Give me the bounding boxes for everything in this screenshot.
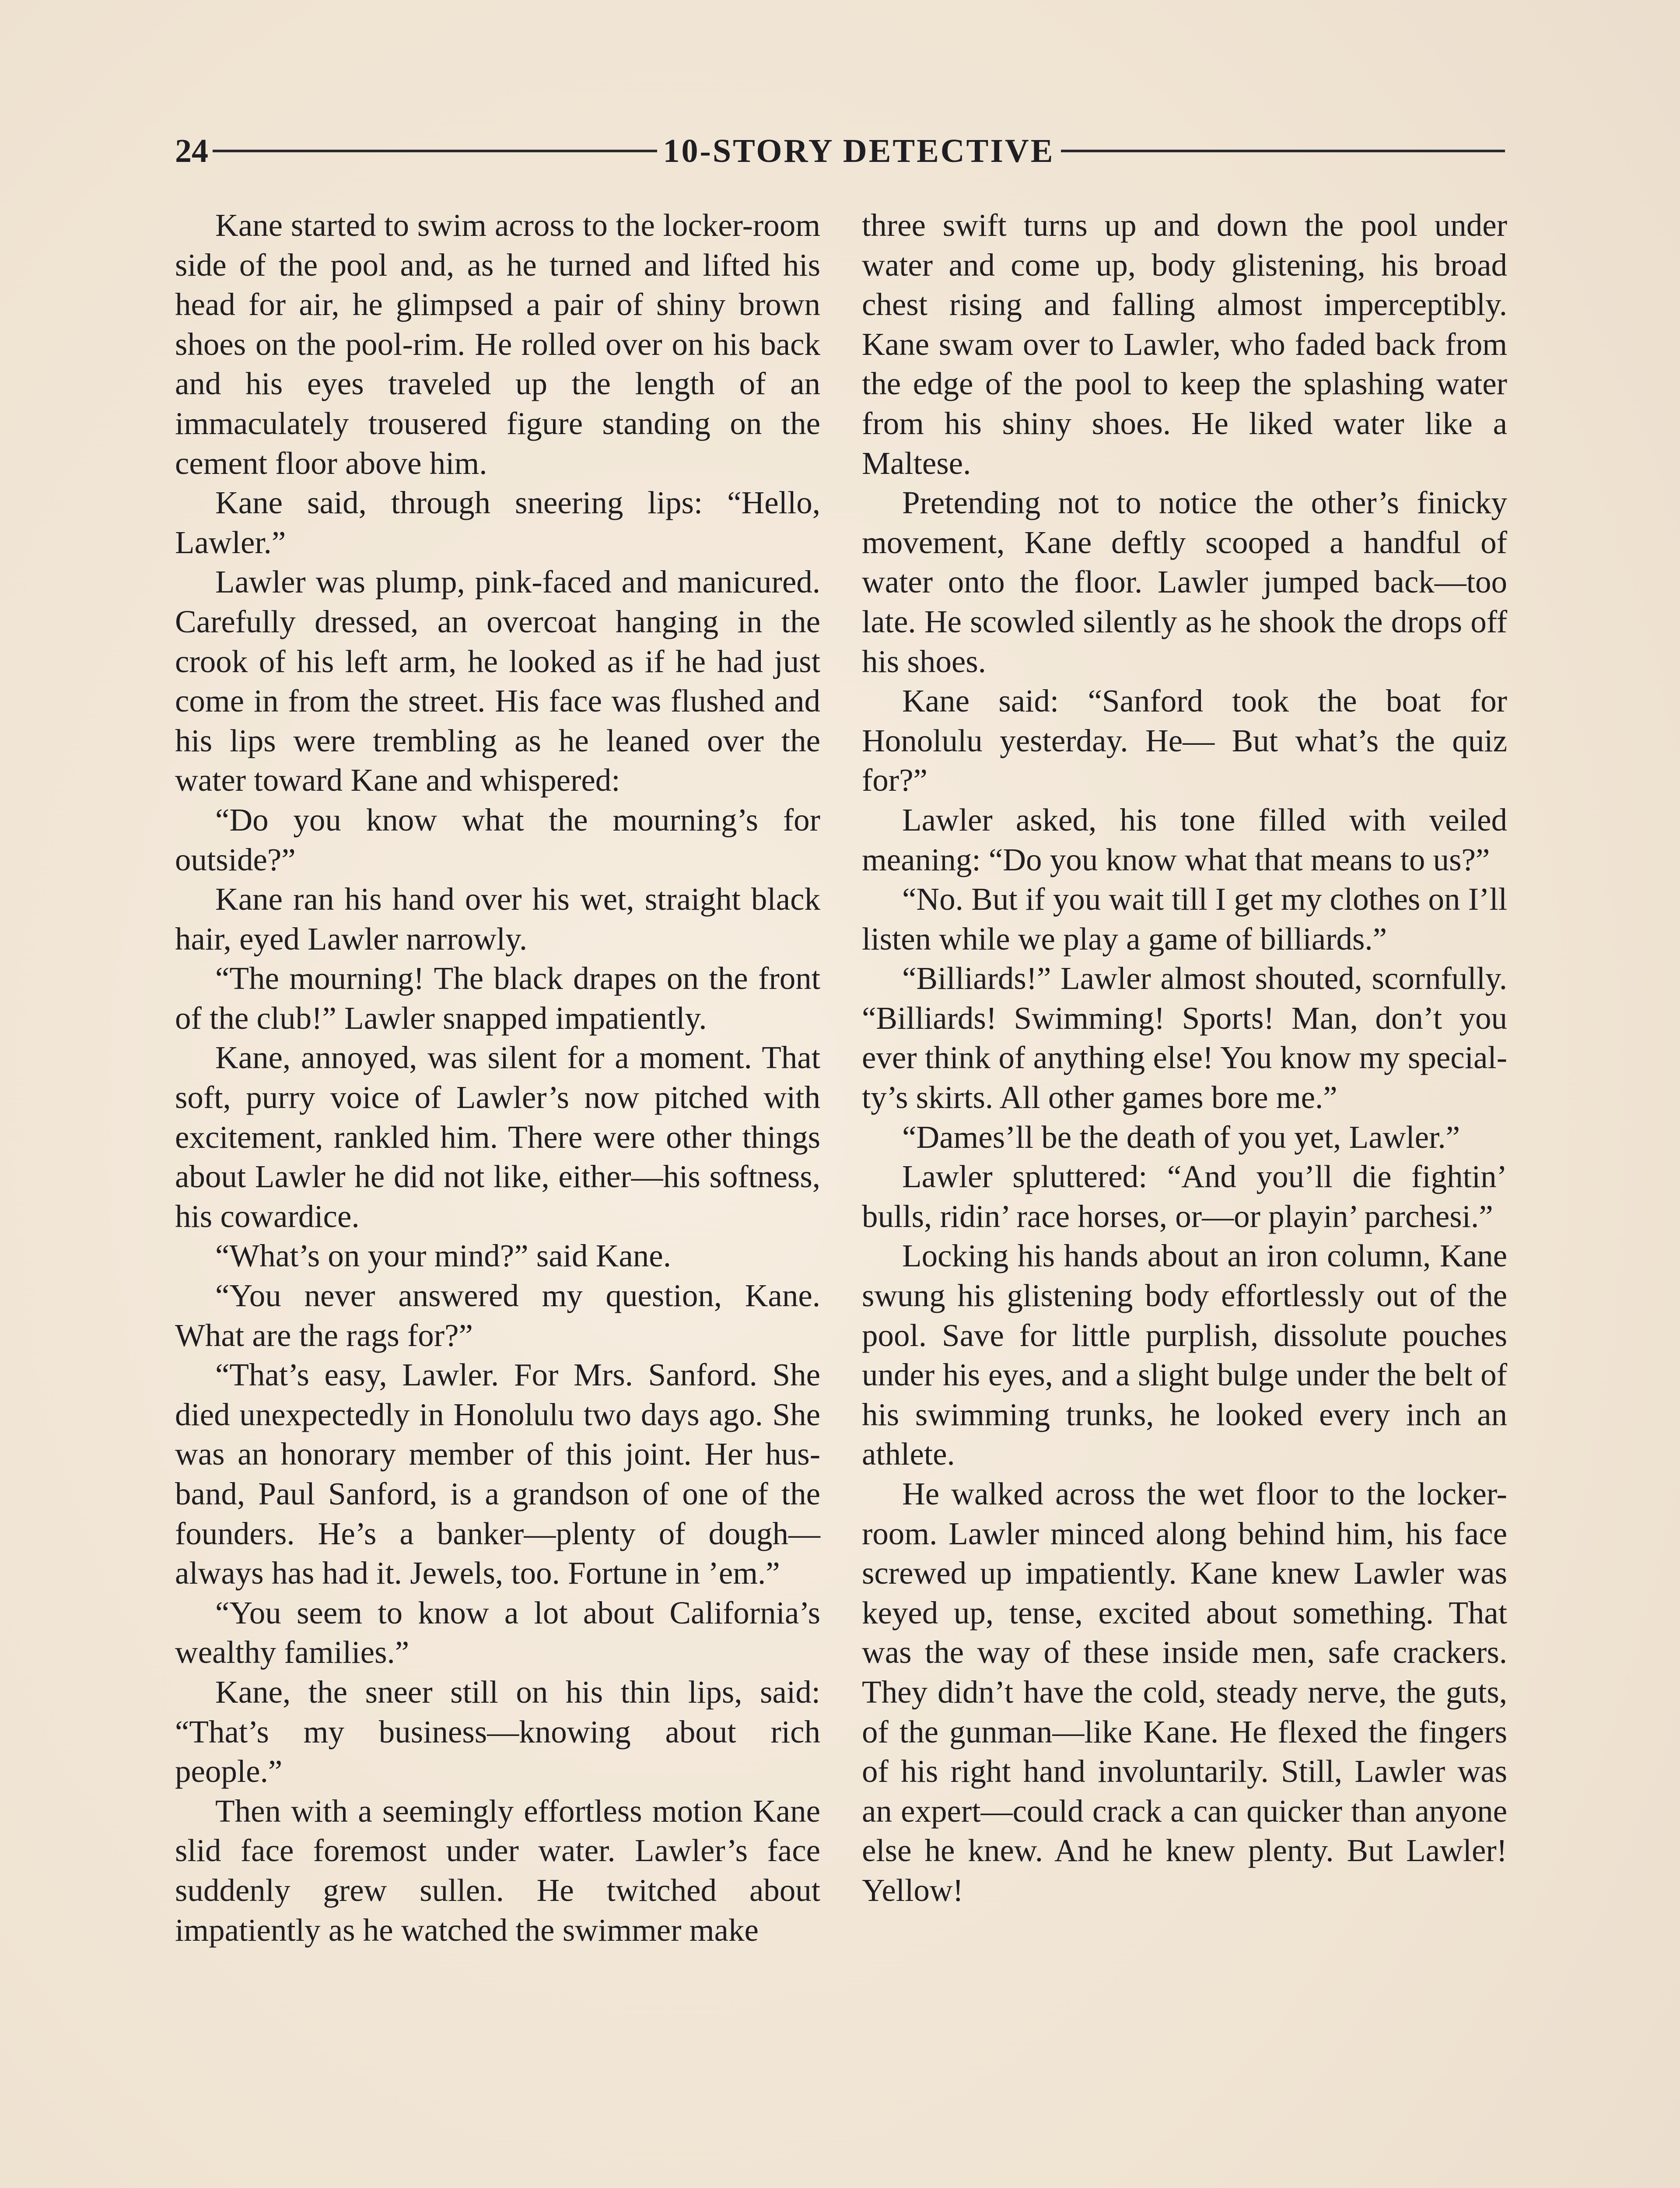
paragraph: “What’s on your mind?” said Kane.: [215, 1238, 671, 1274]
paragraph: “No. But if you wait till I get my clothes on I’ll listen while we play a game of billiards.”: [862, 881, 1507, 957]
header-rule-right: [1061, 150, 1505, 152]
paragraph: “Dames’ll be the death of you yet, Lawler.”: [902, 1119, 1460, 1155]
paragraph: Kane said: “Sanford took the boat for Honolulu yesterday. He— But what’s the quiz for?”: [862, 683, 1507, 798]
paragraph: Locking his hands about an iron column, Kane swung his glistening body effortlessly out of the pool. Save for little purplish, dissolute pouches under his eyes, and a slight bulge under the belt of his swimming trunks, he looked every inch an athlete.: [862, 1238, 1507, 1472]
paragraph: He walked across the wet floor to the locker-room. Lawler minced along behind him, his face screwed up impatiently. Kane knew Lawler was keyed up, tense, excited about something. That was the way of these inside men, safe crackers. They didn’t have the cold, steady nerve, the guts, of the gunman—like Kane. He flexed the fingers of his right hand involuntarily. Still, Lawler was an expert—could crack a can quicker than anyone else he knew. And he knew plenty. But Lawler! Yellow!: [862, 1476, 1507, 1908]
magazine-title: 10-STORY DETECTIVE: [663, 133, 1055, 169]
paragraph: Kane said, through sneering lips: “Hello, Lawler.”: [175, 485, 820, 560]
paragraph: “Billiards!” Lawler almost shouted, scornfully. “Billiards! Swimming! Sports! Man, don’t you ever think of anything else! You know my specialty’s skirts. All other games bore me.”: [862, 961, 1507, 1115]
header-rule-left: [213, 150, 657, 152]
paragraph: Kane started to swim across to the locker-room side of the pool and, as he turned and lifted his head for air, he glimpsed a pair of shiny brown shoes on the pool-rim. He rolled over on his back and his eyes traveled up the length of an immaculately trousered figure standing on the cement floor above him.: [175, 207, 820, 481]
page-number: 24: [175, 133, 208, 169]
paragraph: Lawler was plump, pink-faced and manicured. Carefully dressed, an overcoat hanging in the crook of his left arm, he looked as if he had just come in from the street. His face was flushed and his lips were trembling as he leaned over the water toward Kane and whispered:: [175, 564, 820, 798]
paragraph: “That’s easy, Lawler. For Mrs. Sanford. She died unexpectedly in Honolulu two days ago. She was an honorary member of this joint. Her husband, Paul Sanford, is a grandson of one of the founders. He’s a banker—plenty of dough—always has had it. Jewels, too. Fortune in ’em.”: [175, 1357, 820, 1591]
paragraph: Kane, annoyed, was silent for a moment. That soft, purry voice of Lawler’s now pitched with excitement, rankled him. There were other things about Lawler he did not like, either—his softness, his cowardice.: [175, 1040, 820, 1234]
text-column-right: [862, 206, 1507, 1911]
paragraph: Lawler asked, his tone filled with veiled meaning: “Do you know what that means to us?”: [862, 802, 1507, 877]
paragraph: “You seem to know a lot about California’s wealthy families.”: [175, 1595, 820, 1670]
text-column-left: [175, 206, 820, 1950]
paragraph: Lawler spluttered: “And you’ll die fightin’ bulls, ridin’ race horses, or—or playin’ parchesi.”: [862, 1159, 1507, 1234]
paragraph: Pretending not to notice the other’s finicky movement, Kane deftly scooped a handful of water onto the floor. Lawler jumped back—too late. He scowled silently as he shook the drops off his shoes.: [862, 485, 1507, 679]
paragraph: “Do you know what the mourning’s for outside?”: [175, 802, 820, 877]
paragraph: “You never answered my question, Kane. What are the rags for?”: [175, 1278, 820, 1353]
paragraph: “The mourning! The black drapes on the front of the club!” Lawler snapped impatiently.: [175, 961, 820, 1036]
paragraph: Kane ran his hand over his wet, straight black hair, eyed Lawler narrowly.: [175, 881, 820, 957]
paragraph: Kane, the sneer still on his thin lips, said: “That’s my business—knowing about rich people.”: [175, 1674, 820, 1789]
paragraph: three swift turns up and down the pool under water and come up, body glistening, his broad chest rising and falling almost imperceptibly. Kane swam over to Lawler, who faded back from the edge of the pool to keep the splashing water from his shiny shoes. He liked water like a Maltese.: [862, 207, 1507, 481]
page-header: [175, 127, 1505, 175]
paragraph: Then with a seemingly effortless motion Kane slid face foremost under water. Lawler’s face suddenly grew sullen. He twitched about impatiently as he watched the swimmer make: [175, 1793, 820, 1948]
